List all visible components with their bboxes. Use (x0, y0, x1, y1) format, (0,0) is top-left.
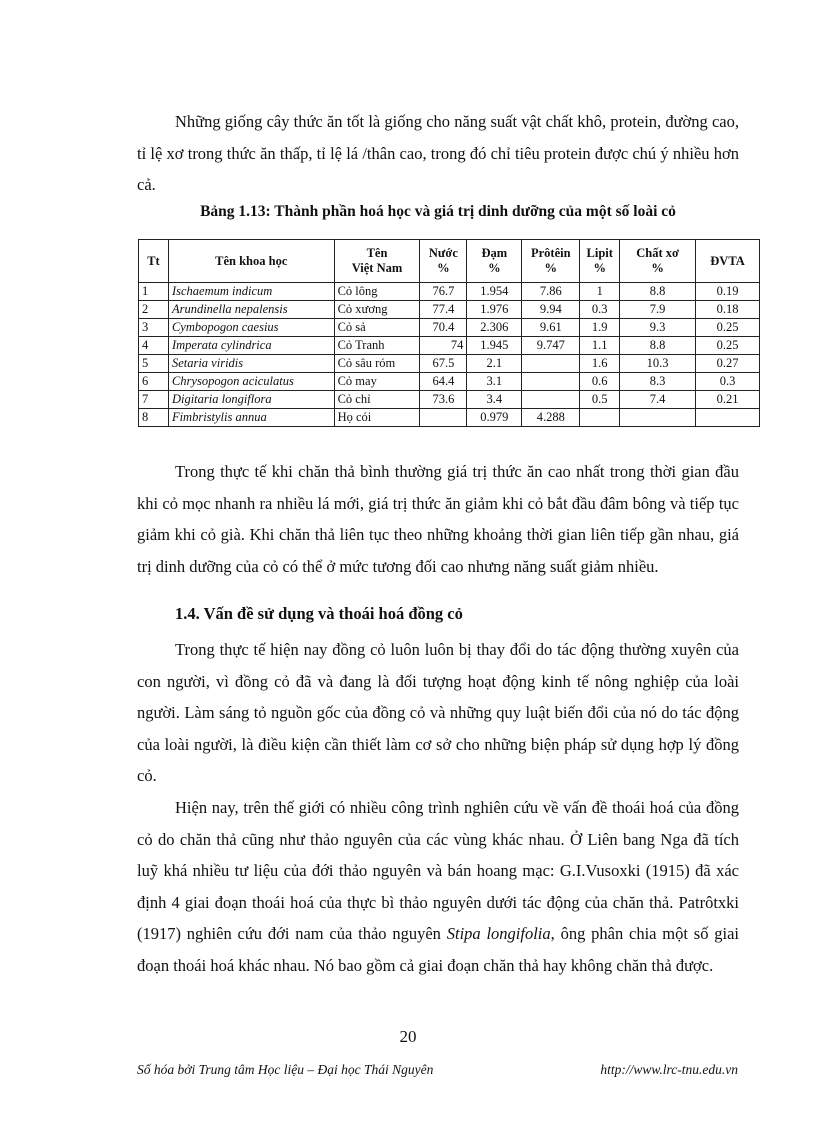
cell-tt: 5 (139, 355, 169, 373)
cell-protein (522, 391, 580, 409)
header-protein (522, 240, 580, 283)
cell-tt: 7 (139, 391, 169, 409)
cell-water: 77.4 (420, 301, 467, 319)
cell-scientific: Cymbopogon caesius (168, 319, 334, 337)
table-row (139, 301, 760, 319)
cell-dvta: 0.3 (696, 373, 760, 391)
header-nitrogen-line1: Đạm (481, 246, 508, 260)
cell-nitrogen: 3.4 (467, 391, 522, 409)
cell-protein (522, 373, 580, 391)
cell-protein: 9.747 (522, 337, 580, 355)
cell-tt: 1 (139, 283, 169, 301)
cell-vn: Cỏ sâu róm (334, 355, 420, 373)
cell-protein: 7.86 (522, 283, 580, 301)
header-water-line1: Nước (428, 246, 458, 260)
header-lipid-line2: % (593, 261, 606, 275)
cell-scientific: Digitaria longiflora (168, 391, 334, 409)
footer-source: Số hóa bởi Trung tâm Học liệu – Đại học Thái Nguyên (137, 1062, 434, 1077)
cell-dvta: 0.19 (696, 283, 760, 301)
paragraph-4-text-after: , ông phân chia một số giai đoạn thoái hoá khác nhau. Nó bao gồm cả giai đoạn chăn thả hay không chăn thả được. (137, 924, 740, 975)
cell-lipid (580, 409, 620, 427)
cell-tt: 6 (139, 373, 169, 391)
table-row (139, 373, 760, 391)
header-lipid (580, 240, 620, 283)
table-row (139, 409, 760, 427)
header-fiber (620, 240, 696, 283)
cell-fiber: 8.3 (620, 373, 696, 391)
cell-tt: 4 (139, 337, 169, 355)
cell-lipid: 1.6 (580, 355, 620, 373)
cell-nitrogen: 2.306 (467, 319, 522, 337)
cell-water (420, 409, 467, 427)
cell-nitrogen: 3.1 (467, 373, 522, 391)
cell-water: 74 (420, 337, 467, 355)
cell-nitrogen: 1.976 (467, 301, 522, 319)
cell-scientific: Fimbristylis annua (168, 409, 334, 427)
cell-water: 76.7 (420, 283, 467, 301)
cell-vn: Cỏ chỉ (334, 391, 420, 409)
cell-nitrogen: 0.979 (467, 409, 522, 427)
cell-vn: Cỏ may (334, 373, 420, 391)
header-dvta: ĐVTA (696, 240, 760, 283)
cell-dvta: 0.25 (696, 319, 760, 337)
cell-dvta: 0.25 (696, 337, 760, 355)
cell-lipid: 1 (580, 283, 620, 301)
cell-nitrogen: 1.954 (467, 283, 522, 301)
cell-dvta: 0.27 (696, 355, 760, 373)
header-nitrogen-line2: % (488, 261, 501, 275)
header-vn-line1: Tên (366, 246, 388, 260)
section-heading: 1.4. Vấn đề sử dụng và thoái hoá đồng cỏ (175, 604, 463, 623)
table-caption: Bảng 1.13: Thành phần hoá học và giá trị dinh dưỡng của một số loài cỏ (200, 203, 676, 220)
page-number: 20 (399, 1027, 417, 1046)
cell-water: 64.4 (420, 373, 467, 391)
header-protein-line2: % (544, 261, 557, 275)
cell-vn: Cỏ sả (334, 319, 420, 337)
cell-lipid: 1.9 (580, 319, 620, 337)
header-tt: Tt (139, 240, 169, 283)
table-row (139, 283, 760, 301)
paragraph-grassland-change: Trong thực tế hiện nay đồng cỏ luôn luôn bị thay đổi do tác động thường xuyên của con người, vì đồng cỏ đã và đang là đối tượng hoạt động kinh tế nông nghiệp của loài người. Làm sáng tỏ nguồn gốc của đồng cỏ và những quy luật biến đổi của nó do tác động của loài người, là điều kiện cần thiết làm cơ sở cho những biện pháp sử dụng hợp lý đồng cỏ. (137, 640, 739, 786)
header-vietnamese-name (334, 240, 420, 283)
paragraph-4-text-before: Hiện nay, trên thế giới có nhiều công trình nghiên cứu về vấn đề thoái hoá của đồng cỏ do chăn thả cũng như thảo nguyên của các vùng khác nhau. Ở Liên bang Nga đã tích luỹ khá nhiều tư liệu của đới thảo nguyên và bán hoang mạc: G.I.Vusoxki (1915) đã xác định 4 giai đoạn thoái hoá của thực bì thảo nguyên dưới tác động của chăn thả. Patrôtxki (1917) nghiên cứu đới nam của thảo nguyên (137, 798, 739, 944)
nutrition-table (138, 239, 760, 427)
cell-tt: 3 (139, 319, 169, 337)
header-water-line2: % (437, 261, 450, 275)
species-name-stipa: Stipa longifolia (446, 924, 551, 944)
cell-vn: Cỏ xương (334, 301, 420, 319)
cell-scientific: Arundinella nepalensis (168, 301, 334, 319)
header-fiber-line1: Chất xơ (636, 246, 679, 260)
cell-fiber: 10.3 (620, 355, 696, 373)
header-vn-line2: Việt Nam (351, 261, 403, 275)
header-scientific-name: Tên khoa học (168, 240, 334, 283)
cell-lipid: 0.6 (580, 373, 620, 391)
cell-scientific: Chrysopogon aciculatus (168, 373, 334, 391)
cell-fiber: 8.8 (620, 283, 696, 301)
cell-water: 70.4 (420, 319, 467, 337)
cell-vn: Cỏ lông (334, 283, 420, 301)
paragraph-grazing-value: Trong thực tế khi chăn thả bình thường giá trị thức ăn cao nhất trong thời gian đầu khi cỏ mọc nhanh ra nhiều lá mới, giá trị thức ăn giảm khi cỏ bắt đầu đâm bông và tiếp tục giảm khi cỏ già. Khi chăn thả liên tục theo những khoảng thời gian liên tiếp gần nhau, giá trị dinh dưỡng của cỏ có thể ở mức tương đối cao nhưng năng suất giảm nhiều. (137, 462, 739, 576)
cell-dvta (696, 409, 760, 427)
cell-vn: Họ cói (334, 409, 420, 427)
cell-lipid: 1.1 (580, 337, 620, 355)
cell-nitrogen: 2.1 (467, 355, 522, 373)
header-water (420, 240, 467, 283)
cell-dvta: 0.21 (696, 391, 760, 409)
cell-tt: 2 (139, 301, 169, 319)
cell-fiber: 9.3 (620, 319, 696, 337)
cell-scientific: Setaria viridis (168, 355, 334, 373)
cell-dvta: 0.18 (696, 301, 760, 319)
paragraph-degradation-research (137, 792, 739, 982)
cell-protein: 4.288 (522, 409, 580, 427)
cell-water: 73.6 (420, 391, 467, 409)
footer-url: http://www.lrc-tnu.edu.vn (600, 1062, 738, 1077)
table-row (139, 355, 760, 373)
cell-protein: 9.94 (522, 301, 580, 319)
cell-fiber: 7.9 (620, 301, 696, 319)
table-row (139, 391, 760, 409)
cell-scientific: Ischaemum indicum (168, 283, 334, 301)
table-header-row (139, 240, 760, 283)
cell-protein (522, 355, 580, 373)
cell-nitrogen: 1.945 (467, 337, 522, 355)
cell-water: 67.5 (420, 355, 467, 373)
cell-protein: 9.61 (522, 319, 580, 337)
header-protein-line1: Prôtêin (530, 246, 571, 260)
table-row (139, 337, 760, 355)
intro-paragraph: Những giống cây thức ăn tốt là giống cho năng suất vật chất khô, protein, đường cao, tỉ lệ xơ trong thức ăn thấp, tỉ lệ lá /thân cao, trong đó chỉ tiêu protein được chú ý nhiều hơn cả. (137, 112, 739, 195)
header-fiber-line2: % (651, 261, 664, 275)
cell-fiber (620, 409, 696, 427)
header-lipid-line1: Lipit (586, 246, 613, 260)
cell-fiber: 7.4 (620, 391, 696, 409)
cell-lipid: 0.3 (580, 301, 620, 319)
cell-fiber: 8.8 (620, 337, 696, 355)
cell-scientific: Imperata cylindrica (168, 337, 334, 355)
cell-lipid: 0.5 (580, 391, 620, 409)
header-nitrogen (467, 240, 522, 283)
cell-tt: 8 (139, 409, 169, 427)
table-row (139, 319, 760, 337)
cell-vn: Cỏ Tranh (334, 337, 420, 355)
